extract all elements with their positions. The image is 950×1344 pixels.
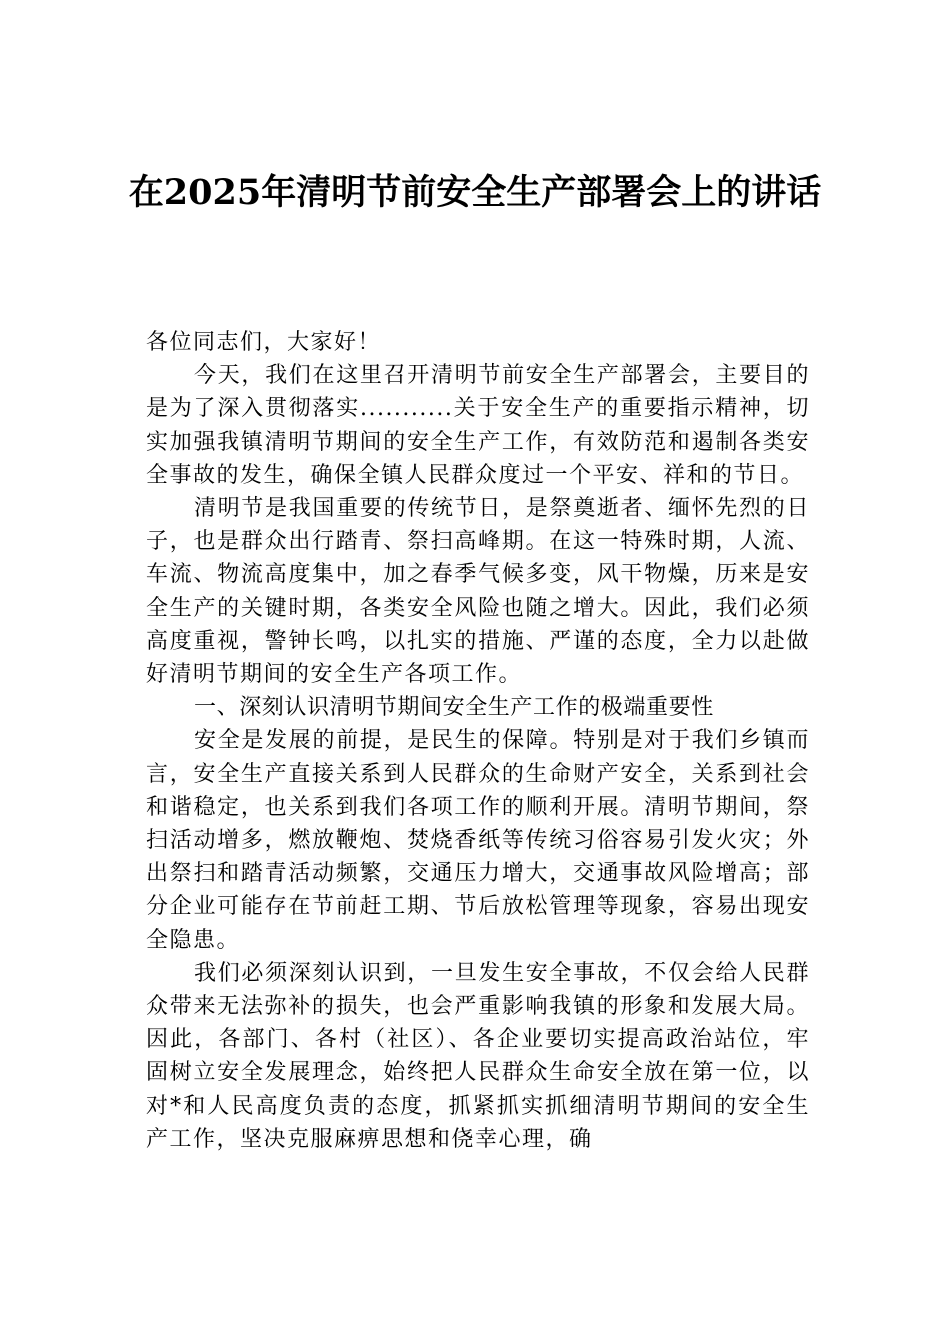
salutation: 各位同志们，大家好！ [146, 330, 382, 355]
paragraph-background: 清明节是我国重要的传统节日，是祭奠逝者、缅怀先烈的日子，也是群众出行踏青、祭扫高峰期。在这一特殊时期，人流、车流、物流高度集中，加之春季气候多变，风干物燥，历来是安全生产的关键时期，各类安全风险也随之增大。因此，我们必须高度重视，警钟长鸣，以扎实的措施、严谨的态度，全力以赴做好清明节期间的安全生产各项工作。 [146, 496, 810, 688]
section-1-paragraph: 安全是发展的前提，是民生的保障。特别是对于我们乡镇而言，安全生产直接关系到人民群众的生命财产安全，关系到社会和谐稳定，也关系到我们各项工作的顺利开展。清明节期间，祭扫活动增多，燃放鞭炮、焚烧香纸等传统习俗容易引发火灾；外出祭扫和踏青活动频繁，交通压力增大，交通事故风险增高；部分企业可能存在节前赶工期、节后放松管理等现象，容易出现安全隐患。 [146, 728, 810, 953]
document-body [146, 326, 810, 1156]
document-title: 在2025年清明节前安全生产部署会上的讲话 [128, 172, 822, 213]
section-heading-1: 一、深刻认识清明节期间安全生产工作的极端重要性 [194, 695, 714, 721]
section-1-paragraph: 我们必须深刻认识到，一旦发生安全事故，不仅会给人民群众带来无法弥补的损失，也会严重影响我镇的形象和发展大局。因此，各部门、各村（社区）、各企业要切实提高政治站位，牢固树立安全发展理念，始终把人民群众生命安全放在第一位，以对*和人民高度负责的态度，抓紧抓实抓细清明节期间的安全生产工作，坚决克服麻痹思想和侥幸心理，确 [146, 960, 810, 1152]
paragraph-intro: 今天，我们在这里召开清明节前安全生产部署会，主要目的是为了深入贯彻落实...........关于安全生产的重要指示精神，切实加强我镇清明节期间的安全生产工作，有效防范和遏制各类安全事故的发生，确保全镇人民群众度过一个平安、祥和的节日。 [146, 363, 810, 488]
